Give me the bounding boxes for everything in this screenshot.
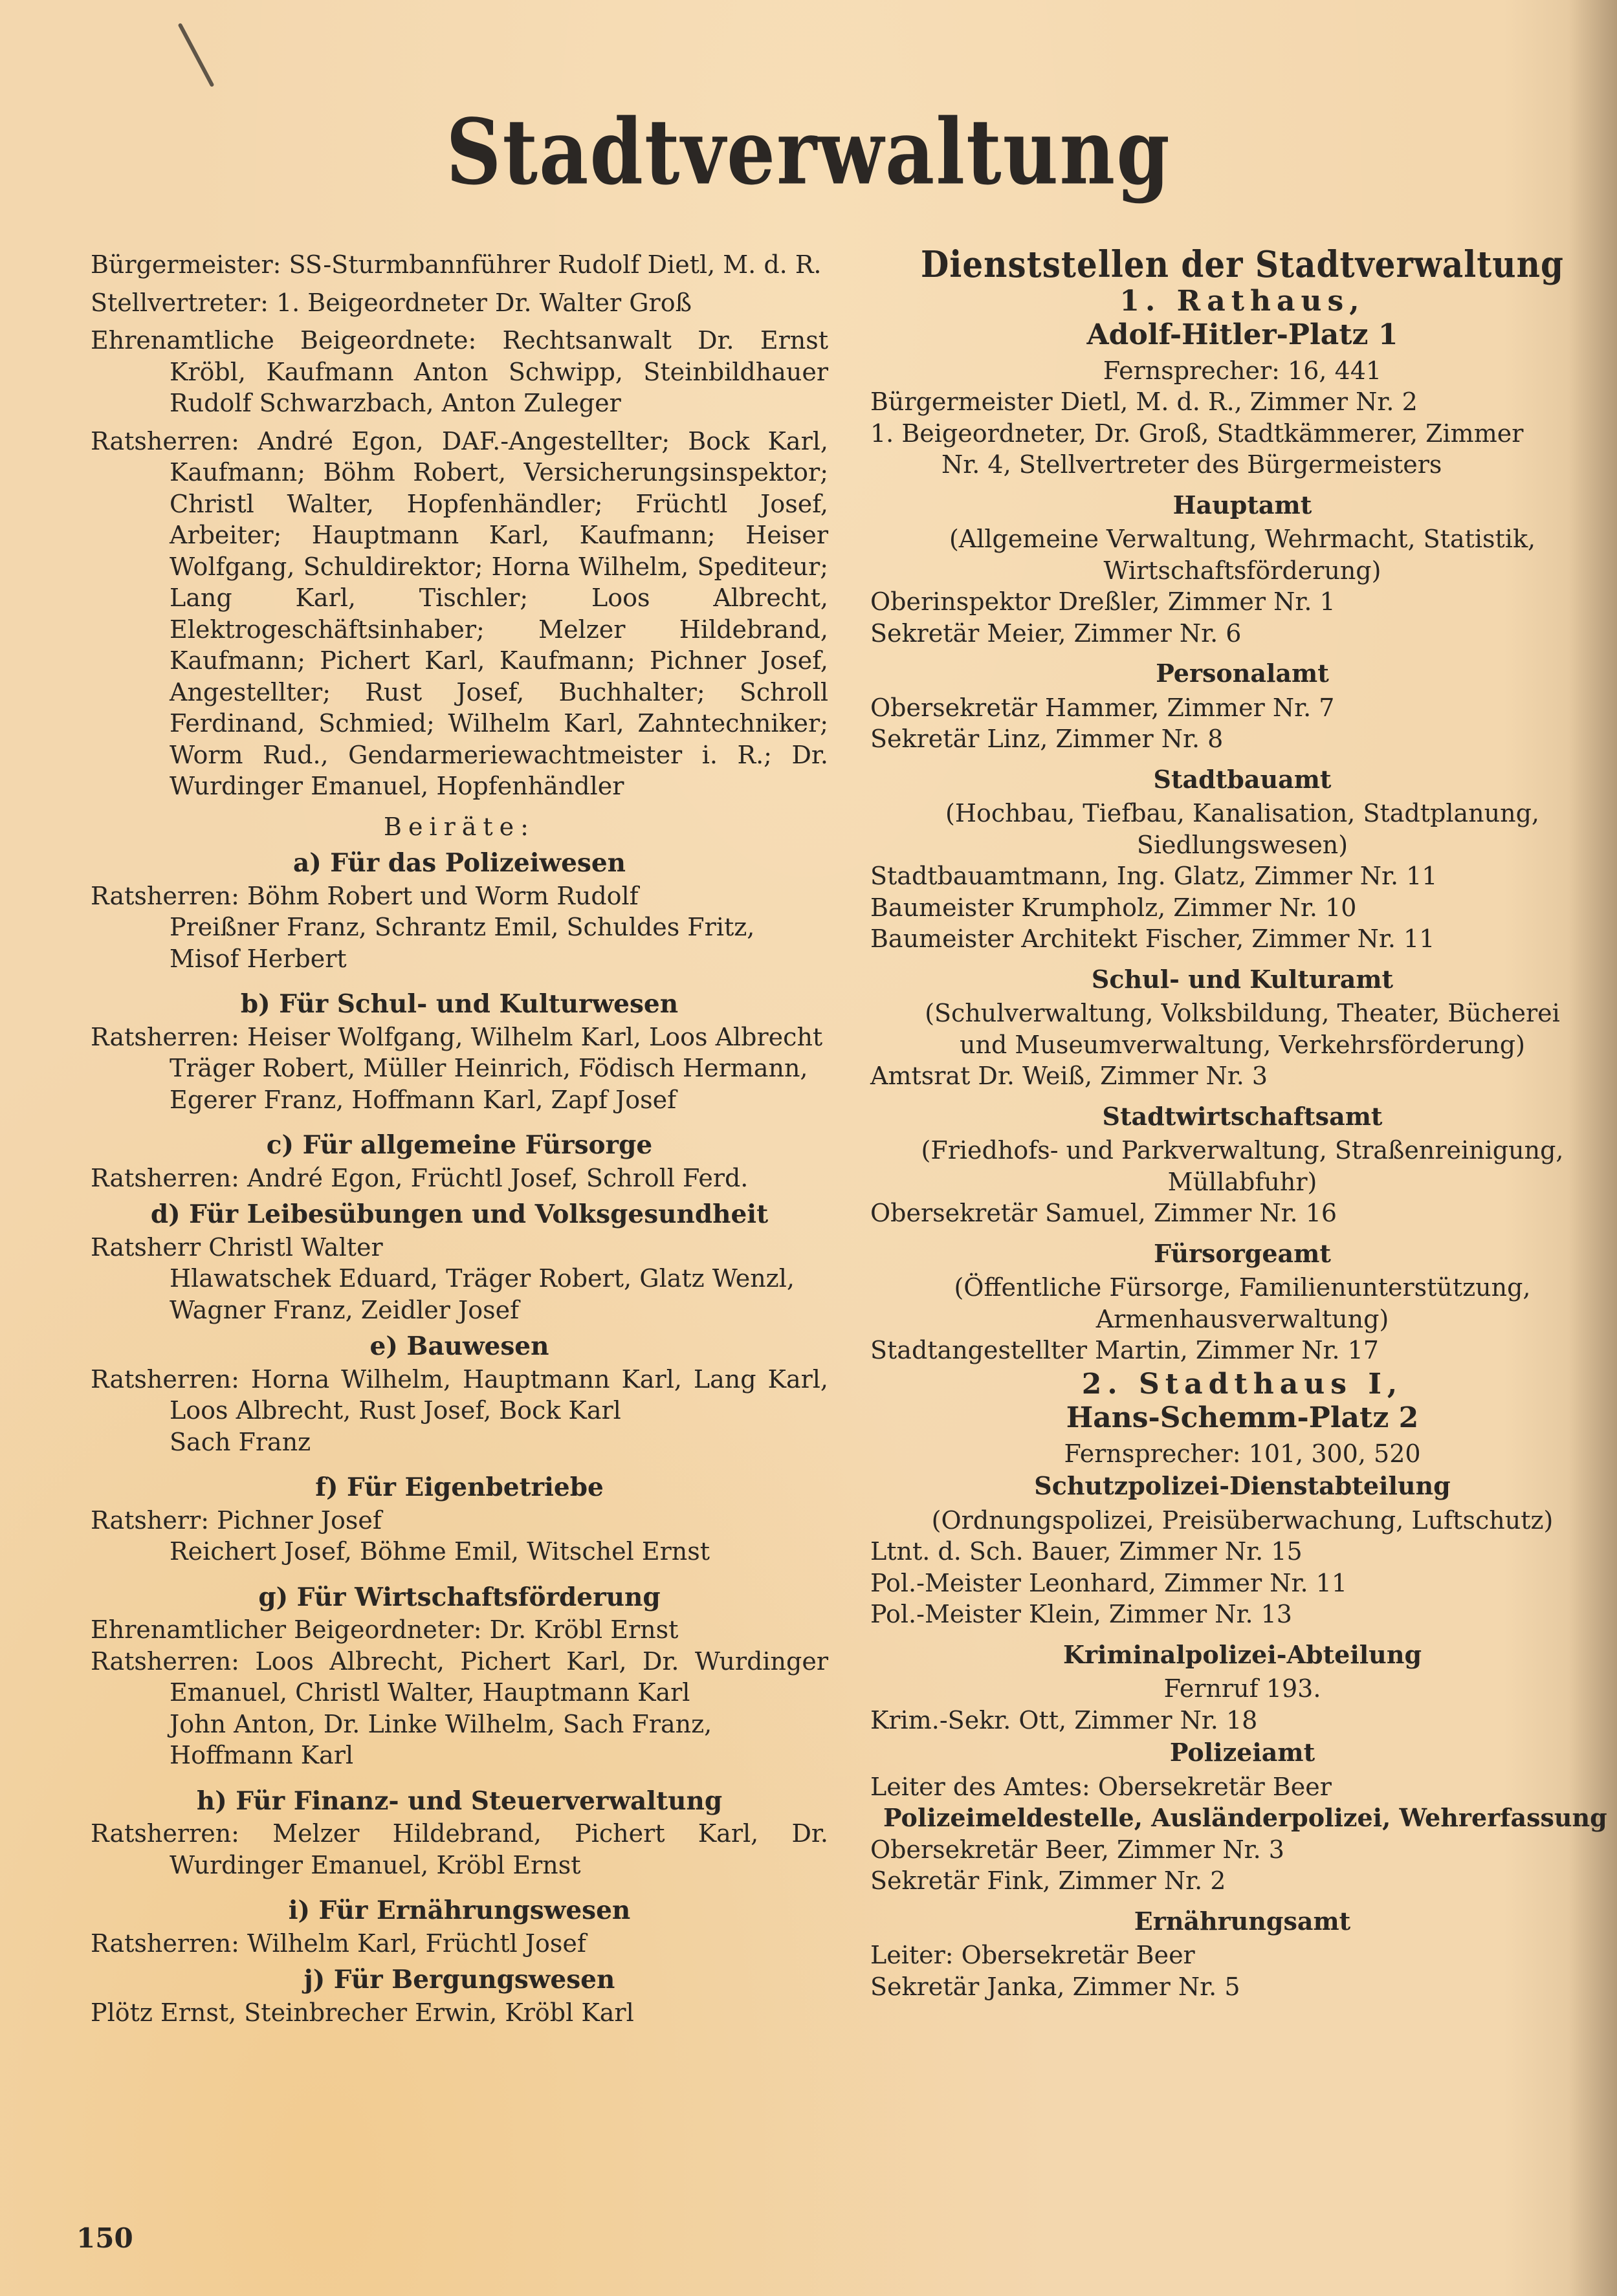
department-desc: (Hochbau, Tiefbau, Kanalisation, Stadtplanung,	[945, 799, 1539, 827]
department-heading: Schul- und Kulturamt	[1091, 964, 1394, 994]
committee-members: Ratsherren: André Egon, Früchtl Josef, Schroll Ferd.	[91, 1163, 749, 1192]
department-desc: Fernruf 193.	[1163, 1674, 1321, 1703]
staff-line: Stadtangestellter Martin, Zimmer Nr. 17	[870, 1336, 1379, 1364]
section-heading: Dienststellen der Stadtverwaltung	[921, 243, 1564, 286]
staff-line: 1. Beigeordneter, Dr. Groß, Stadtkämmerer, Zimmer	[870, 419, 1524, 448]
staff-line: Pol.-Meister Leonhard, Zimmer Nr. 11	[870, 1568, 1347, 1597]
department-heading: Stadtwirtschaftsamt	[1102, 1101, 1383, 1131]
committee-heading: b) Für Schul- und Kulturwesen	[240, 989, 679, 1019]
staff-line: Sekretär Janka, Zimmer Nr. 5	[870, 1972, 1240, 2001]
committee-members: Ratsherr Christl Walter	[91, 1232, 383, 1262]
staff-line: Krim.-Sekr. Ott, Zimmer Nr. 18	[870, 1705, 1258, 1734]
official-entry	[91, 287, 828, 319]
staff-line: Sekretär Linz, Zimmer Nr. 8	[870, 725, 1224, 753]
staff-line: Nr. 4, Stellvertreter des Bürgermeisters	[941, 450, 1442, 479]
committee-members: Plötz Ernst, Steinbrecher Erwin, Kröbl Karl	[91, 1998, 634, 2027]
official-entry	[91, 325, 828, 419]
building-address: Adolf-Hitler-Platz 1	[1086, 318, 1398, 351]
department-heading: Ernährungsamt	[1134, 1906, 1351, 1936]
committee-heading: h) Für Finanz- und Steuerverwaltung	[196, 1786, 723, 1816]
department-desc: (Allgemeine Verwaltung, Wehrmacht, Statistik,	[949, 525, 1536, 553]
official-text: SS-Sturmbannführer Rudolf Dietl, M. d. R.	[289, 250, 822, 279]
building-number: 1. Rathaus,	[1119, 284, 1365, 318]
official-label: Ratsherren:	[91, 426, 239, 455]
department-heading: Polizeiamt	[1169, 1738, 1315, 1767]
committee-heading: j) Für Bergungswesen	[303, 1965, 615, 1995]
building-address: Hans-Schemm-Platz 2	[1066, 1401, 1419, 1434]
committee-members: Ratsherren: Horna Wilhelm, Hauptmann Karl, Lang Karl, Loos Albrecht, Rust Josef, Bock Karl	[91, 1364, 828, 1425]
department-desc: Armenhausverwaltung)	[1095, 1304, 1389, 1333]
official-entry	[91, 249, 828, 281]
department-heading: Stadtbauamt	[1153, 764, 1332, 794]
pen-mark	[178, 23, 215, 87]
committee-members: Ratsherren: Böhm Robert und Worm Rudolf	[91, 881, 639, 910]
committee-heading: f) Für Eigenbetriebe	[315, 1472, 604, 1502]
staff-line: Obersekretär Beer, Zimmer Nr. 3	[870, 1835, 1284, 1864]
department-heading: Schutzpolizei-Dienstabteilung	[1034, 1471, 1451, 1500]
staff-line: Leiter: Obersekretär Beer	[870, 1941, 1195, 1969]
committee-heading: a) Für das Polizeiwesen	[292, 848, 626, 878]
committee-members: Ratsherren: Wilhelm Karl, Früchtl Josef	[91, 1929, 586, 1958]
staff-line: Amtsrat Dr. Weiß, Zimmer Nr. 3	[870, 1062, 1268, 1090]
staff-line: Obersekretär Hammer, Zimmer Nr. 7	[870, 693, 1335, 722]
committee-heading: d) Für Leibesübungen und Volksgesundheit	[150, 1199, 769, 1229]
committee-heading: e) Bauwesen	[369, 1331, 549, 1361]
staff-line: Pol.-Meister Klein, Zimmer Nr. 13	[870, 1600, 1292, 1628]
staff-line: Stadtbauamtmann, Ing. Glatz, Zimmer Nr. 11	[870, 862, 1438, 890]
committee-others: Reichert Josef, Böhme Emil, Witschel Ernst	[170, 1537, 710, 1566]
staff-line: Sekretär Meier, Zimmer Nr. 6	[870, 618, 1242, 648]
staff-line: Obersekretär Samuel, Zimmer Nr. 16	[870, 1199, 1337, 1227]
committee-others: Träger Robert, Müller Heinrich, Födisch Hermann, Egerer Franz, Hoffmann Karl, Zapf Josef	[170, 1054, 808, 1114]
committee-heading: c) Für allgemeine Fürsorge	[266, 1130, 653, 1160]
department-desc: (Öffentliche Fürsorge, Familienunterstützung,	[954, 1273, 1531, 1302]
department-heading: Personalamt	[1156, 659, 1329, 688]
official-text: 1. Beigeordneter Dr. Walter Groß	[276, 288, 692, 317]
page-number: 150	[76, 2222, 133, 2254]
committee-others: Sach Franz	[170, 1427, 311, 1456]
official-label: Bürgermeister:	[91, 250, 281, 279]
department-heading: Kriminalpolizei-Abteilung	[1062, 1639, 1422, 1669]
left-column	[91, 249, 828, 2028]
committee-others: Hlawatschek Eduard, Träger Robert, Glatz Wenzl, Wagner Franz, Zeidler Josef	[170, 1264, 795, 1324]
committee-heading: i) Für Ernährungswesen	[288, 1896, 631, 1925]
committee-members: Ratsherren: Melzer Hildebrand, Pichert Karl, Dr. Wurdinger Emanuel, Kröbl Ernst	[91, 1819, 828, 1879]
committee-others: Preißner Franz, Schrantz Emil, Schuldes Fritz, Misof Herbert	[170, 913, 755, 973]
official-text: Rechtsanwalt Dr. Ernst Kröbl, Kaufmann Anton Schwipp, Steinbildhauer Rudolf Schwarzbach, Anton Zuleger	[170, 326, 828, 417]
building-number: 2. Stadthaus I,	[1081, 1367, 1403, 1401]
staff-line: Baumeister Krumpholz, Zimmer Nr. 10	[870, 893, 1357, 922]
official-text: André Egon, DAF.-Angestellter; Bock Karl, Kaufmann; Böhm Robert, Versicherungsinspektor; Christl Walter, Hopfenhändler; Früchtl Josef, Arbeiter; Hauptmann Karl, Kaufmann; Heiser Wolfgang, Schuldirektor; Horna Wilhelm, Spediteur; Lang Karl, Tischler; Loos Albrecht, Elektrogeschäftsinhaber; Melzer Hildebrand, Kaufmann; Pichert Karl, Kaufmann; Pichner Josef, Angestellter; Rust Josef, Buchhalter; Schroll Ferdinand, Schmied; Wilhelm Karl, Zahntechniker; Worm Rud., Gendarmeriewachtmeister i. R.; Dr. Wurdinger Emanuel, Hopfenhändler	[170, 426, 828, 800]
official-label: Ehrenamtliche Beigeordnete:	[91, 326, 477, 355]
staff-line: Leiter des Amtes: Obersekretär Beer	[870, 1772, 1332, 1801]
committee-members: Ehrenamtlicher Beigeordneter: Dr. Kröbl Ernst	[91, 1615, 679, 1644]
staff-line: Baumeister Architekt Fischer, Zimmer Nr. 11	[870, 924, 1435, 953]
page-title: Stadtverwaltung	[446, 98, 1171, 205]
official-entry	[91, 426, 828, 802]
department-desc: (Ordnungspolizei, Preisüberwachung, Luftschutz)	[931, 1505, 1554, 1535]
building-phone: Fernsprecher: 101, 300, 520	[1064, 1439, 1421, 1468]
committee-members: Ratsherr: Pichner Josef	[91, 1505, 382, 1535]
committee-others: John Anton, Dr. Linke Wilhelm, Sach Franz, Hoffmann Karl	[170, 1709, 712, 1769]
department-desc: (Friedhofs- und Parkverwaltung, Straßenreinigung,	[921, 1136, 1564, 1164]
committee-members: Ratsherren: Loos Albrecht, Pichert Karl, Dr. Wurdinger Emanuel, Christl Walter, Hauptmann Karl	[91, 1646, 828, 1707]
staff-line: Bürgermeister Dietl, M. d. R., Zimmer Nr. 2	[870, 388, 1418, 416]
beiraete-heading: Beiräte:	[384, 812, 535, 841]
department-heading: Fürsorgeamt	[1154, 1238, 1331, 1268]
building-phone: Fernsprecher: 16, 441	[1103, 356, 1382, 385]
department-heading: Hauptamt	[1172, 490, 1312, 519]
department-desc: (Schulverwaltung, Volksbildung, Theater, Bücherei	[925, 999, 1560, 1027]
right-column	[870, 243, 1614, 2002]
committee-members: Ratsherren: Heiser Wolfgang, Wilhelm Karl, Loos Albrecht	[91, 1022, 823, 1051]
department-desc: Wirtschaftsförderung)	[1103, 556, 1381, 585]
staff-line: Ltnt. d. Sch. Bauer, Zimmer Nr. 15	[870, 1537, 1303, 1566]
department-desc: und Museumverwaltung, Verkehrsförderung)	[960, 1030, 1525, 1059]
department-desc: Siedlungswesen)	[1136, 830, 1348, 859]
department-subheading: Polizeimeldestelle, Ausländerpolizei, Wehrerfassung	[883, 1803, 1607, 1832]
committee-heading: g) Für Wirtschaftsförderung	[258, 1582, 661, 1612]
official-label: Stellvertreter:	[91, 288, 269, 317]
staff-line: Oberinspektor Dreßler, Zimmer Nr. 1	[870, 587, 1336, 616]
staff-line: Sekretär Fink, Zimmer Nr. 2	[870, 1866, 1226, 1895]
department-desc: Müllabfuhr)	[1167, 1167, 1317, 1196]
